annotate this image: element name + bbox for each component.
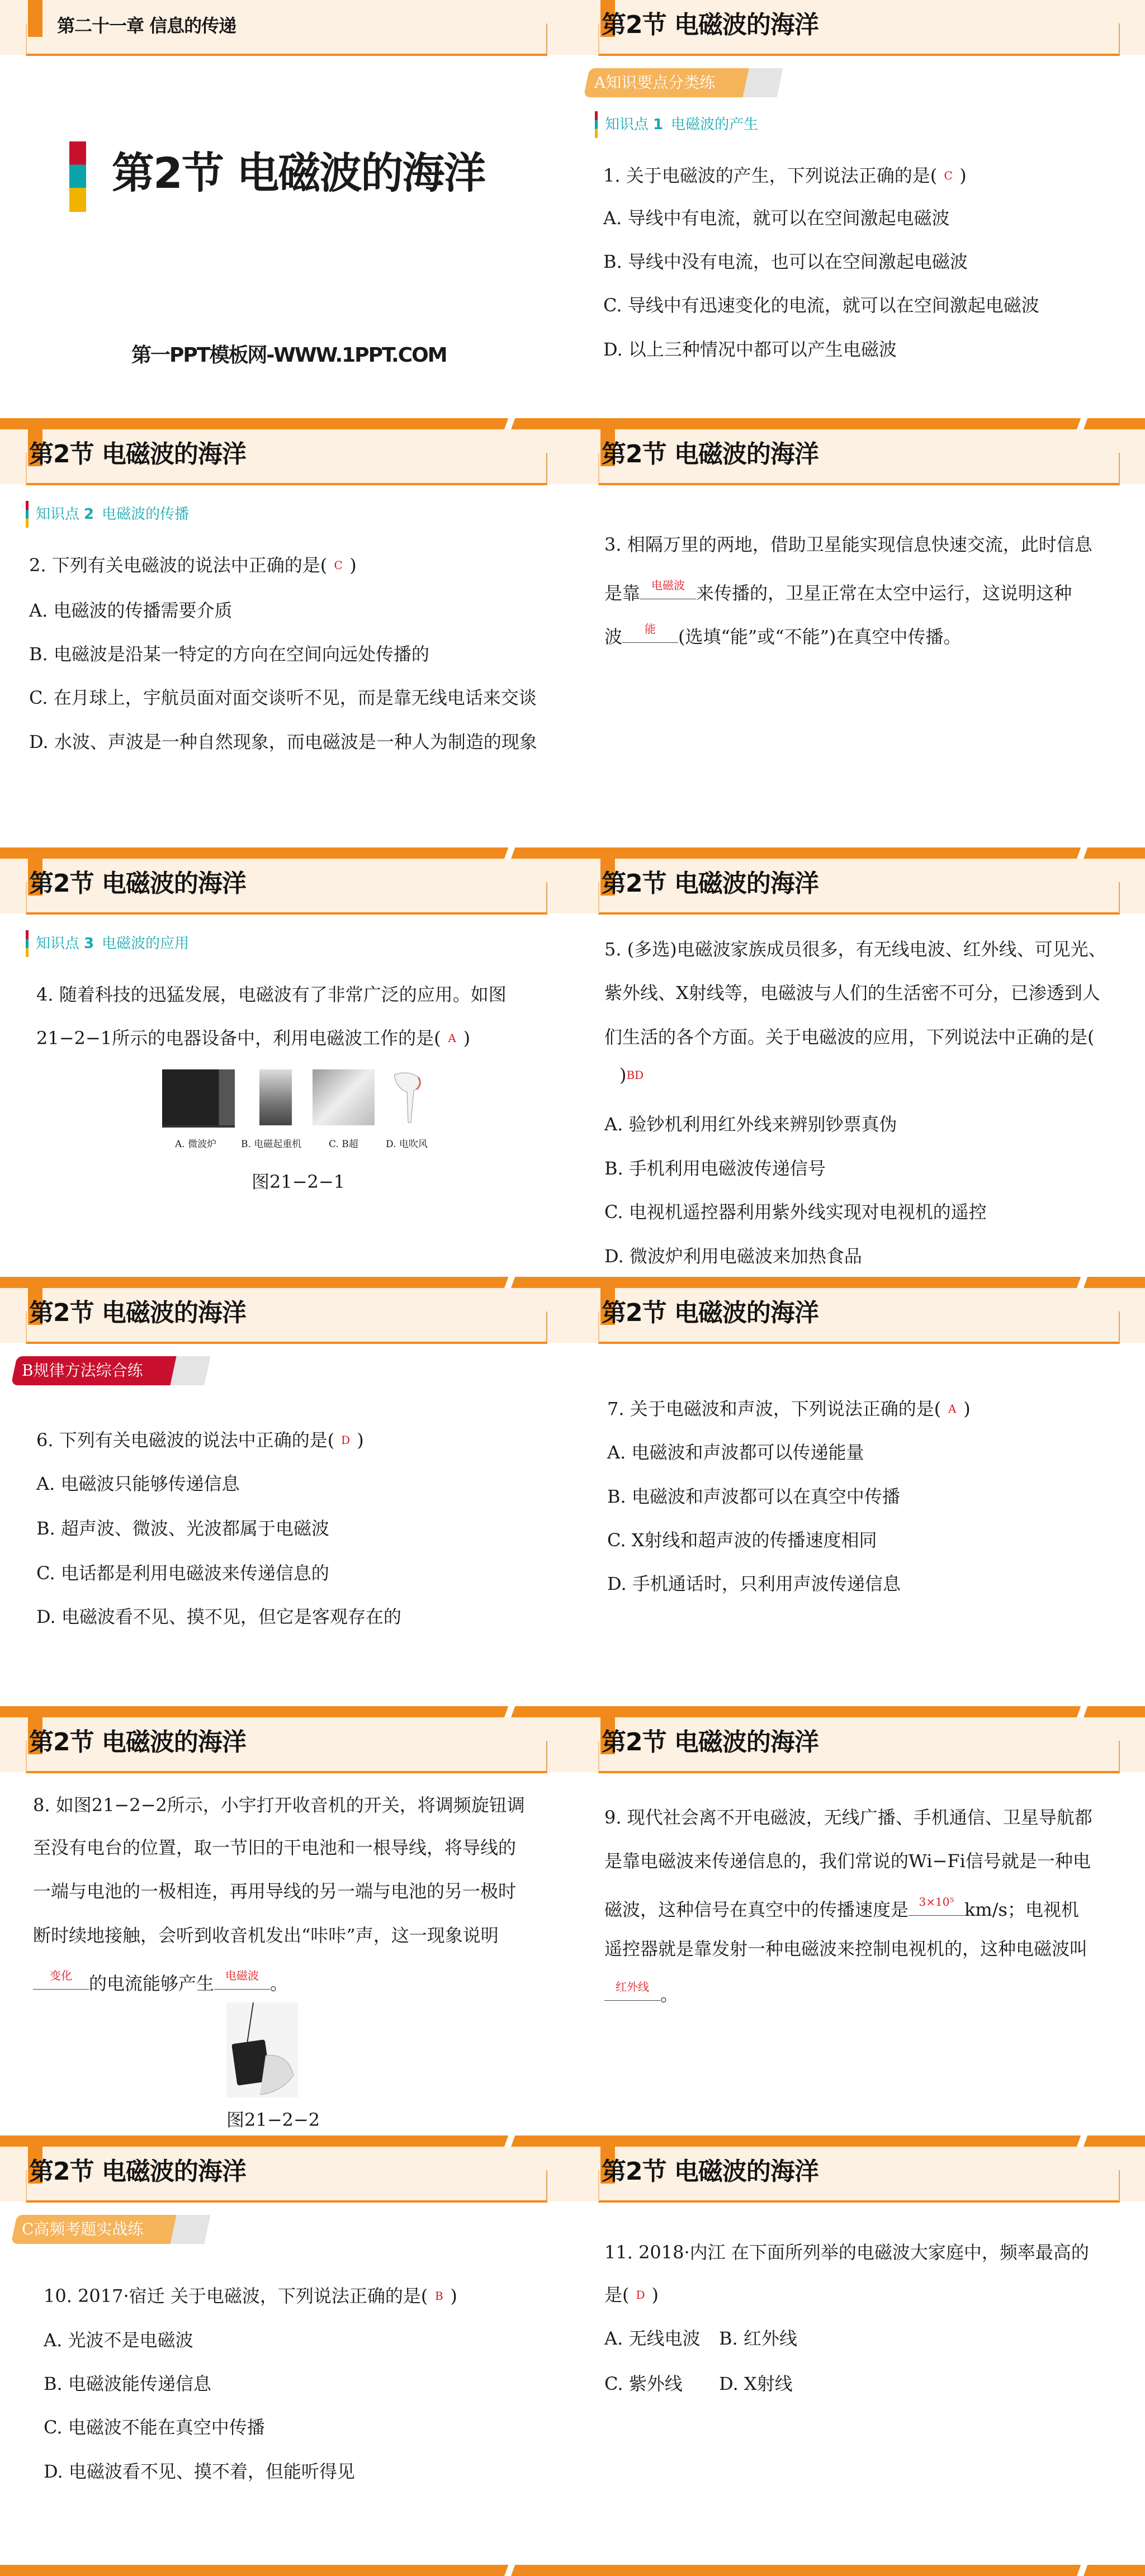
option-b: B. 电磁波是沿某一特定的方向在空间向远处传播的 — [29, 643, 429, 665]
section-tag-c: C高频考题实战练 — [12, 2215, 209, 2244]
slide-header — [572, 0, 1145, 55]
question-line: 至没有电台的位置，取一节旧的干电池和一根导线，将导线的 — [33, 1837, 517, 1858]
option-b: B. 超声波、微波、光波都属于电磁波 — [36, 1518, 329, 1539]
caption-b: B. 电磁起重机 — [241, 1139, 302, 1150]
option-a: A. 导线中有电流，就可以在空间激起电磁波 — [603, 207, 950, 229]
option-d: D. 以上三种情况中都可以产生电磁波 — [603, 339, 897, 360]
answer: BD — [626, 1068, 644, 1082]
footer-bar — [0, 1706, 572, 1717]
slide-q4: 第2节 电磁波的海洋 知识点 3 电磁波的应用 4. 随着科技的迅猛发展，电磁波有了非常广泛的应用。如图 21−2−1所示的电器设备中，利用电磁波工作的是( A ) A. 微波炉 B. 电磁起重机 C. B超 D. 电吹风 图21−2−1 — [0, 859, 572, 1288]
slide-cover — [0, 0, 572, 429]
question-line: 波 能 (选填“能”或“不能”)在真空中传播。 — [604, 622, 962, 647]
slide-header — [572, 859, 1145, 913]
watermark: 第一PPT模板网-WWW.1PPT.COM — [131, 344, 447, 367]
option-a: A. 电磁波只能够传递信息 — [36, 1473, 240, 1494]
answer-blank: 红外线 — [604, 1980, 660, 2001]
option-d: D. 微波炉利用电磁波来加热食品 — [604, 1246, 862, 1267]
option-b: B. 电磁波和声波都可以在真空中传播 — [607, 1486, 900, 1507]
section-title: 第2节 电磁波的海洋 — [29, 1299, 246, 1327]
option-c: C. 紫外线 — [604, 2373, 683, 2394]
hair-dryer-image — [391, 1069, 425, 1125]
slide-q10 — [0, 2147, 572, 2576]
slide-header — [0, 0, 572, 55]
chapter-title: 第二十一章 信息的传递 — [57, 15, 236, 36]
answer: D — [341, 1433, 351, 1447]
section-title: 第2节 电磁波的海洋 — [29, 869, 246, 898]
slide-q2: 第2节 电磁波的海洋 知识点 2 电磁波的传播 2. 下列有关电磁波的说法中正确的是( C ) A. 电磁波的传播需要介质 B. 电磁波是沿某一特定的方向在空间向远处传播的 C. 在月球上，宇航员面对面交谈听不见，而是靠无线电话来交谈 D. 水波、声波是一种自然现象，而电磁波是一种人为制造的现象 — [0, 429, 572, 859]
section-title: 第2节 电磁波的海洋 — [602, 1299, 818, 1327]
section-title: 第2节 电磁波的海洋 — [602, 440, 818, 468]
option-d: D. 水波、声波是一种自然现象，而电磁波是一种人为制造的现象 — [29, 731, 537, 752]
option-c: C. X射线和超声波的传播速度相同 — [607, 1530, 877, 1551]
slide-header — [572, 2147, 1145, 2201]
section-title: 第2节 电磁波的海洋 — [29, 440, 246, 468]
electromagnet-crane-image — [259, 1069, 292, 1125]
question-stem: 6. 下列有关电磁波的说法中正确的是( D ) — [36, 1429, 364, 1451]
option-a: A. 光波不是电磁波 — [44, 2329, 193, 2351]
option-d: D. 手机通话时，只利用声波传递信息 — [607, 1573, 901, 1594]
answer-blank: 能 — [622, 622, 678, 643]
answer: D — [636, 2288, 645, 2302]
question-line: 5. (多选)电磁波家族成员很多，有无线电波、红外线、可见光、 — [604, 939, 1106, 960]
section-title: 第2节 电磁波的海洋 — [29, 2157, 246, 2186]
question-line: 红外线 。 — [604, 1980, 678, 2006]
footer-bar — [572, 1277, 1145, 1288]
footer-bar — [0, 418, 572, 429]
caption-c: C. B超 — [329, 1139, 358, 1150]
question-stem: 10. 2017·宿迁 关于电磁波，下列说法正确的是( B ) — [44, 2285, 457, 2307]
section-title: 第2节 电磁波的海洋 — [602, 11, 818, 39]
caption-a: A. 微波炉 — [175, 1139, 217, 1150]
answer: A — [948, 1402, 957, 1415]
footer-bar — [0, 1277, 572, 1288]
question-line: )BD — [619, 1064, 644, 1086]
section-title: 第2节 电磁波的海洋 — [602, 869, 818, 898]
footer-bar — [572, 418, 1145, 429]
answer-blank: 电磁波 — [640, 579, 696, 599]
question-line: 21−2−1所示的电器设备中，利用电磁波工作的是( A ) — [36, 1027, 471, 1049]
section-tag-b: B规律方法综合练 — [12, 1356, 209, 1385]
footer-bar — [572, 1706, 1145, 1717]
footer-bar — [0, 847, 572, 859]
answer-blank: 3×10⁵ — [909, 1895, 964, 1916]
question-line: 是靠电磁波来传递信息的，我们常说的Wi−Fi信号就是一种电 — [604, 1850, 1091, 1872]
answer: A — [448, 1031, 456, 1045]
option-d: D. X射线 — [719, 2373, 793, 2394]
slide-header — [572, 1288, 1145, 1343]
option-a: A. 电磁波和声波都可以传递能量 — [607, 1442, 864, 1463]
footer-bar — [572, 847, 1145, 859]
option-c: C. 在月球上，宇航员面对面交谈听不见，而是靠无线电话来交谈 — [29, 687, 537, 708]
question-line: 是( D ) — [604, 2284, 659, 2305]
footer-bar — [572, 2135, 1145, 2147]
answer: C — [944, 169, 953, 182]
slide-q1: 第2节 电磁波的海洋 A知识要点分类练 知识点 1 电磁波的产生 1. 关于电磁波的产生，下列说法正确的是( C ) A. 导线中有电流，就可以在空间激起电磁波 B. 导线中没有电流，也可以在空间激起电磁波 C. 导线中有迅速变化的电流，就可以在空间激起电磁波 D. 以上三种情况中都可以产生电磁波 — [572, 0, 1145, 429]
section-title: 第2节 电磁波的海洋 — [29, 1728, 246, 1756]
option-d: D. 电磁波看不见、摸不见，但它是客观存在的 — [36, 1606, 401, 1627]
question-line: 磁波，这种信号在真空中的传播速度是 3×10⁵ km/s；电视机 — [604, 1895, 1079, 1920]
title-color-bar — [69, 141, 86, 212]
section-tag-a: A知识要点分类练 — [584, 68, 781, 97]
question-line: 11. 2018·内江 在下面所列举的电磁波大家庭中，频率最高的 — [604, 2242, 1089, 2263]
option-b: B. 手机利用电磁波传递信号 — [604, 1158, 826, 1179]
slide-header — [0, 1288, 572, 1343]
question-line: 一端与电池的一极相连，再用导线的另一端与电池的另一极时 — [33, 1881, 517, 1902]
question-line: 8. 如图21−2−2所示，小宇打开收音机的开关，将调频旋钮调 — [33, 1794, 525, 1816]
option-c: C. 电话都是利用电磁波来传递信息的 — [36, 1562, 329, 1584]
option-b: B. 导线中没有电流，也可以在空间激起电磁波 — [603, 251, 968, 272]
slide-header — [0, 2147, 572, 2201]
option-b: B. 电磁波能传递信息 — [44, 2373, 211, 2394]
option-a: A. 无线电波 — [604, 2328, 701, 2349]
figure-label: 图21−2−1 — [252, 1171, 346, 1192]
question-line: 4. 随着科技的迅猛发展，电磁波有了非常广泛的应用。如图 — [36, 984, 507, 1005]
slide-header — [572, 429, 1145, 484]
option-c: C. 电视机遥控器利用紫外线实现对电视机的遥控 — [604, 1201, 987, 1223]
question-line: 是靠 电磁波 来传播的，卫星正常在太空中运行，这说明这种 — [604, 579, 1072, 604]
slide-q7 — [572, 1288, 1145, 1717]
option-d: D. 电磁波看不见、摸不着，但能听得见 — [44, 2461, 355, 2482]
radio-image — [226, 2002, 298, 2097]
slide-header — [0, 859, 572, 913]
slide-header — [572, 1717, 1145, 1772]
slide-q5 — [572, 859, 1145, 1288]
section-title: 第2节 电磁波的海洋 — [602, 1728, 818, 1756]
footer-bar — [0, 2135, 572, 2147]
cover-title: 第2节 电磁波的海洋 — [112, 148, 485, 198]
option-c: C. 电磁波不能在真空中传播 — [44, 2417, 265, 2438]
microwave-image — [162, 1069, 235, 1128]
footer-bar — [0, 2565, 572, 2576]
ultrasound-image — [313, 1069, 375, 1125]
slide-q8 — [0, 1717, 572, 2147]
question-line: 变化 的电流能够产生 电磁波 。 — [33, 1969, 288, 1995]
answer-blank: 变化 — [33, 1969, 89, 1990]
question-line: 9. 现代社会离不开电磁波，无线广播、手机通信、卫星导航都 — [604, 1807, 1092, 1828]
section-title: 第2节 电磁波的海洋 — [602, 2157, 818, 2186]
question-line: 遥控器就是靠发射一种电磁波来控制电视机的，这种电磁波叫 — [604, 1938, 1088, 1959]
slide-q6 — [0, 1288, 572, 1717]
question-line: 们生活的各个方面。关于电磁波的应用，下列说法中正确的是( — [604, 1026, 1095, 1048]
answer: C — [334, 558, 343, 572]
option-c: C. 导线中有迅速变化的电流，就可以在空间激起电磁波 — [603, 295, 1039, 316]
question-stem: 7. 关于电磁波和声波，下列说法正确的是( A ) — [607, 1398, 971, 1419]
answer: B — [434, 2289, 443, 2303]
option-a: A. 电磁波的传播需要介质 — [29, 600, 233, 621]
question-line: 紫外线、X射线等，电磁波与人们的生活密不可分，已渗透到人 — [604, 982, 1100, 1003]
option-a: A. 验钞机利用红外线来辨别钞票真伪 — [604, 1114, 897, 1135]
slide-header — [0, 1717, 572, 1772]
option-b: B. 红外线 — [719, 2328, 797, 2349]
slide-q3 — [572, 429, 1145, 859]
slide-q11 — [572, 2147, 1145, 2576]
figure-label: 图21−2−2 — [226, 2109, 320, 2130]
question-stem: 1. 关于电磁波的产生，下列说法正确的是( C ) — [603, 165, 967, 186]
header-accent — [28, 0, 42, 37]
footer-bar — [572, 2565, 1145, 2576]
question-line: 3. 相隔万里的两地，借助卫星能实现信息快速交流，此时信息 — [604, 534, 1092, 555]
caption-d: D. 电吹风 — [386, 1139, 428, 1150]
question-stem: 2. 下列有关电磁波的说法中正确的是( C ) — [29, 555, 357, 576]
question-line: 断时续地接触，会听到收音机发出“咔咔”声，这一现象说明 — [33, 1925, 499, 1946]
slide-header — [0, 429, 572, 484]
slide-q9 — [572, 1717, 1145, 2147]
answer-blank: 电磁波 — [214, 1969, 270, 1990]
